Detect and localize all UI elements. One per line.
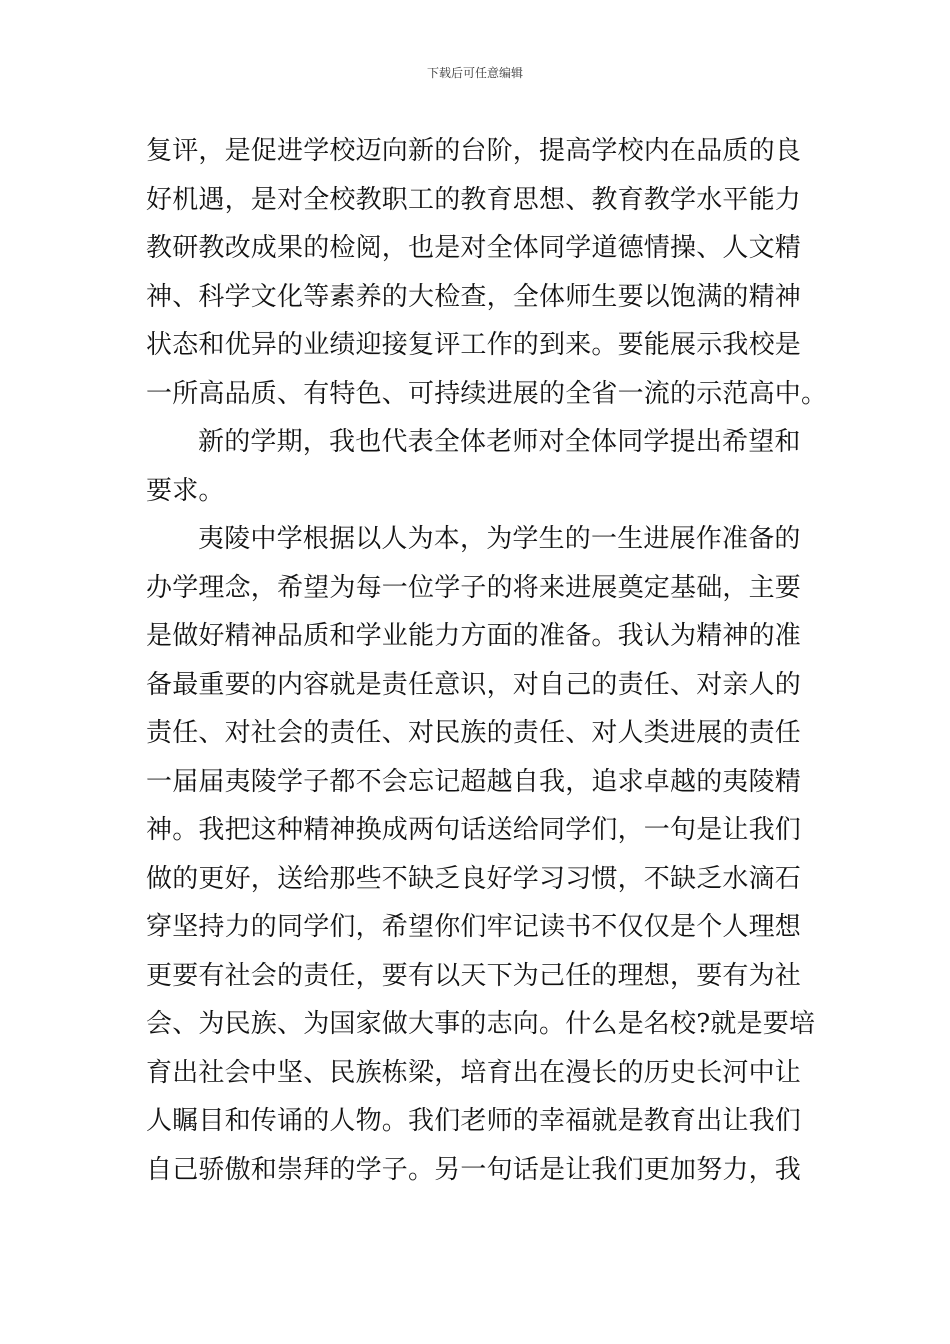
text-line: 育出社会中坚、民族栋梁，培育出在漫长的历史长河中让: [146, 1057, 802, 1088]
text-line: 复评，是促进学校迈向新的台阶，提高学校内在品质的良: [146, 136, 802, 166]
text-line: 一所高品质、有特色、可持续进展的全省一流的示范高中。: [146, 378, 828, 409]
paragraph-start-line: 夷陵中学根据以人为本，为学生的一生进展作准备的: [198, 524, 801, 554]
text-line: 备最重要的内容就是责任意识，对自己的责任、对亲人的: [146, 669, 802, 700]
text-line: 一届届夷陵学子都不会忘记超越自我，追求卓越的夷陵精: [146, 766, 802, 797]
text-line: 更要有社会的责任，要有以天下为己任的理想，要有为社: [146, 960, 802, 991]
text-line: 会、为民族、为国家做大事的志向。什么是名校?就是要培: [146, 1009, 816, 1039]
text-line: 教研教改成果的检阅，也是对全体同学道德情操、人文精: [146, 233, 802, 263]
text-line: 穿坚持力的同学们，希望你们牢记读书不仅仅是个人理想: [146, 912, 802, 942]
text-line: 自己骄傲和崇拜的学子。另一句话是让我们更加努力，我: [146, 1154, 802, 1185]
text-line: 好机遇，是对全校教职工的教育思想、教育教学水平能力: [146, 184, 802, 215]
paragraph-start-line: 新的学期，我也代表全体老师对全体同学提出希望和: [198, 427, 801, 457]
text-line: 办学理念，希望为每一位学子的将来进展奠定基础，主要: [146, 572, 802, 603]
page-header-note: 下载后可任意编辑: [426, 66, 523, 80]
text-line: 是做好精神品质和学业能力方面的准备。我认为精神的准: [146, 621, 802, 651]
text-line: 人瞩目和传诵的人物。我们老师的幸福就是教育出让我们: [146, 1106, 802, 1136]
document-body: [146, 127, 828, 1194]
text-line: 做的更好，送给那些不缺乏良好学习习惯，不缺乏水滴石: [146, 863, 802, 894]
text-line: 状态和优异的业绩迎接复评工作的到来。要能展示我校是: [146, 330, 802, 360]
text-line: 要求。: [146, 475, 225, 506]
text-line: 责任、对社会的责任、对民族的责任、对人类进展的责任: [146, 718, 802, 748]
text-line: 神、科学文化等素养的大检查，全体师生要以饱满的精神: [146, 281, 802, 312]
text-line: 神。我把这种精神换成两句话送给同学们，一句是让我们: [146, 815, 802, 845]
